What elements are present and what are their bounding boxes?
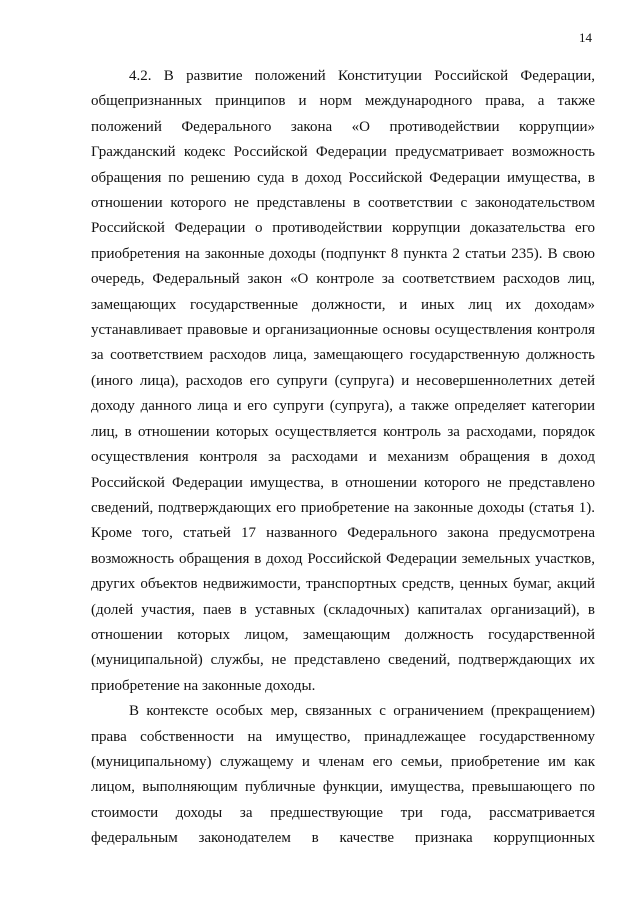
document-body <box>91 64 595 852</box>
page-number: 14 <box>579 30 592 45</box>
paragraph-context: В контексте особых мер, связанных с ограничением (прекращением) права собственности на имущество, принадлежащее государственному (муниципальному) служащему и членам его семьи, приобретение им как лицом, выполняющим публичные функции, имущества, превышающего по стоимости доходы за предшествующие три года, рассматривается федеральным законодателем в качестве признака коррупционных <box>91 703 595 847</box>
paragraph-4-2: 4.2. В развитие положений Конституции Российской Федерации, общепризнанных принципов и норм международного права, а также положений Федерального закона «О противодействии коррупции» Гражданский кодекс Российской Федерации предусматривает возможность обращения по решению суда в доход Российской Федерации имущества, в отношении которого не представлены в соответствии с законодательством Российской Федерации о противодействии коррупции доказательства его приобретения на законные доходы (подпункт 8 пункта 2 статьи 235). В свою очередь, Федеральный закон «О контроле за соответствием расходов лиц, замещающих государственные должности, и иных лиц их доходам» устанавливает правовые и организационные основы осуществления контроля за соответствием расходов лица, замещающего государственную должность (иного лица), расходов его супруги (супруга) и несовершеннолетних детей доходу данного лица и его супруги (супруга), а также определяет категории лиц, в отношении которых осуществляется контроль за расходами, порядок осуществления контроля за расходами и механизм обращения в доход Российской Федерации имущества, в отношении которого не представлено сведений, подтверждающих его приобретение на законные доходы (статья 1). Кроме того, статьей 17 названного Федерального закона предусмотрена возможность обращения в доход Российской Федерации земельных участков, других объектов недвижимости, транспортных средств, ценных бумаг, акций (долей участия, паев в уставных (складочных) капиталах организаций), в отношении которых лицом, замещающим должность государственной (муниципальной) службы, не представлено сведений, подтверждающих их приобретение на законные доходы. <box>91 68 595 694</box>
